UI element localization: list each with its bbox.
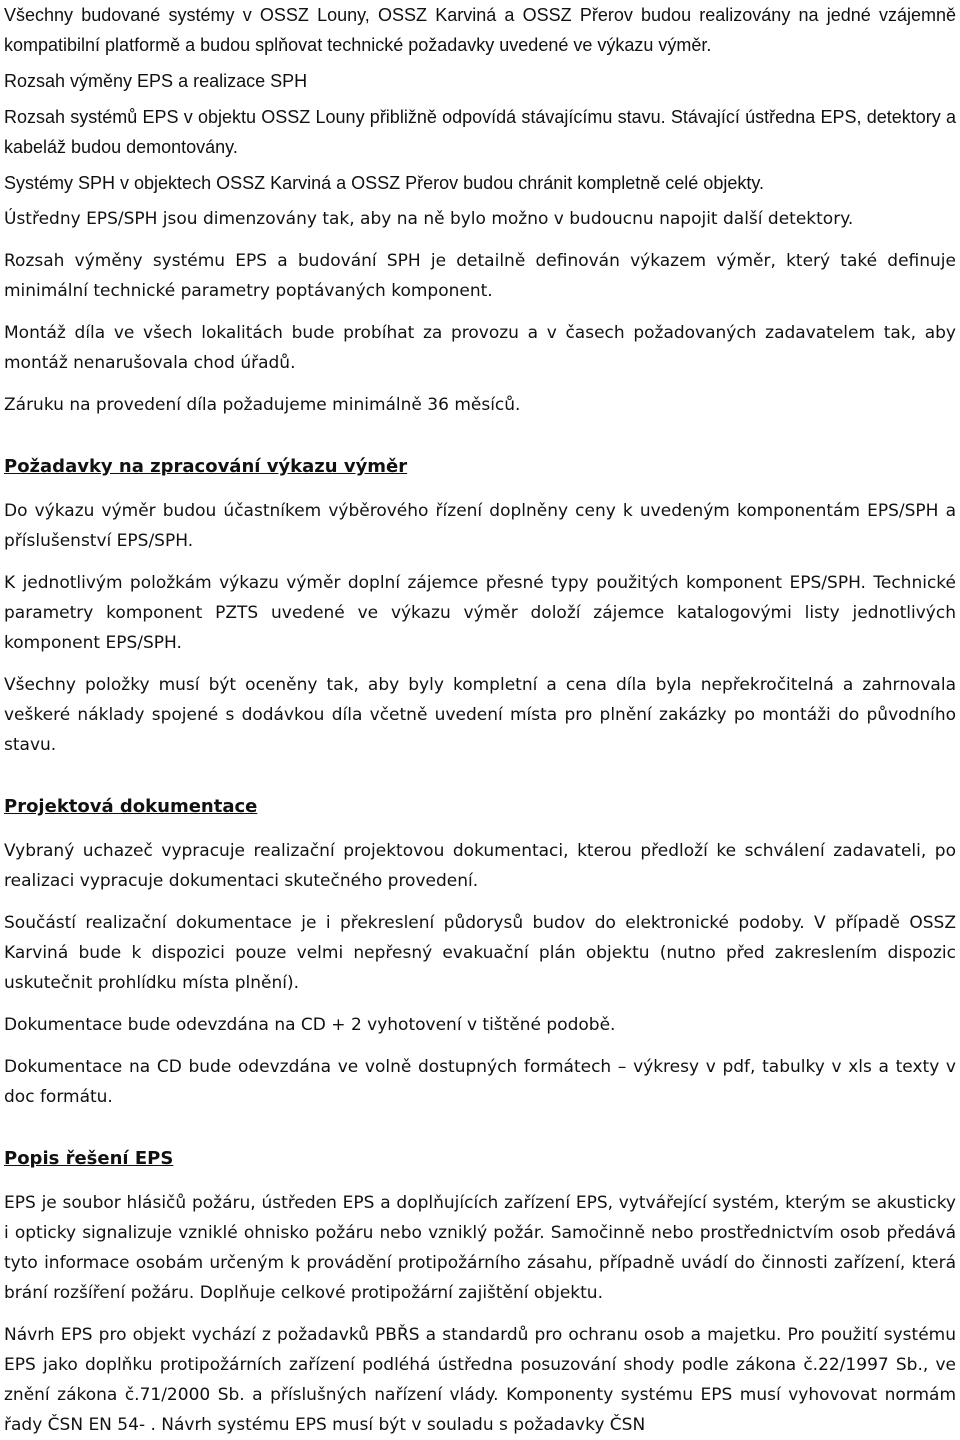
intro-paragraph-ustredny: Ústředny EPS/SPH jsou dimenzovány tak, aby na ně bylo možno v budoucnu napojit další detektory. bbox=[4, 209, 854, 229]
intro-paragraph-platform: Všechny budované systémy v OSSZ Louny, OSSZ Karviná a OSSZ Přerov budou realizovány na jedné vzájemně kompatibilní platformě a budou splňovat technické požadavky uvedené ve výkazu výměr. bbox=[4, 5, 956, 55]
vykaz-paragraph-oceneni: Všechny položky musí být oceněny tak, aby byly kompletní a cena díla byla nepřekročitelná a zahrnovala veškeré náklady spojené s dodávkou díla včetně uvedení místa pro plnění zakázky po montáži do původního stavu. bbox=[4, 675, 956, 755]
projekt-paragraph-soucasti: Součástí realizační dokumentace je i překreslení půdorysů budov do elektronické podoby. V případě OSSZ Karviná bude k dispozici pouze velmi nepřesný evakuační plán objektu (nutno před zakreslením dispozic uskutečnit prohlídku místa plnění). bbox=[4, 913, 956, 993]
heading-popis-reseni-eps: Popis řešení EPS bbox=[4, 1148, 174, 1169]
intro-paragraph-sph: Systémy SPH v objektech OSSZ Karviná a OSSZ Přerov budou chránit kompletně celé objekty. bbox=[4, 173, 765, 193]
intro-paragraph-montaz: Montáž díla ve všech lokalitách bude probíhat za provozu a v časech požadovaných zadavatelem tak, aby montáž nenarušovala chod úřadů. bbox=[4, 323, 956, 373]
intro-paragraph-rozsah: Rozsah výměny systému EPS a budování SPH je detailně definován výkazem výměr, který také definuje minimální technické parametry poptávaných komponent. bbox=[4, 251, 956, 301]
vykaz-paragraph-ceny: Do výkazu výměr budou účastníkem výběrového řízení doplněny ceny k uvedeným komponentám EPS/SPH a příslušenství EPS/SPH. bbox=[4, 501, 956, 551]
projekt-paragraph-cd: Dokumentace bude odevzdána na CD + 2 vyhotovení v tištěné podobě. bbox=[4, 1015, 616, 1035]
heading-vykaz-vymer: Požadavky na zpracování výkazu výměr bbox=[4, 456, 408, 477]
intro-paragraph-louny: Rozsah systémů EPS v objektu OSSZ Louny přibližně odpovídá stávajícímu stavu. Stávající ústředna EPS, detektory a kabeláž budou demontovány. bbox=[4, 107, 956, 157]
heading-projektova-dokumentace: Projektová dokumentace bbox=[4, 796, 258, 817]
projekt-paragraph-formaty: Dokumentace na CD bude odevzdána ve volně dostupných formátech – výkresy v pdf, tabulky v xls a texty v doc formátu. bbox=[4, 1057, 956, 1107]
projekt-paragraph-realizacni: Vybraný uchazeč vypracuje realizační projektovou dokumentaci, kterou předloží ke schválení zadavateli, po realizaci vypracuje dokumentaci skutečného provedení. bbox=[4, 841, 956, 891]
intro-title: Rozsah výměny EPS a realizace SPH bbox=[4, 71, 308, 91]
document-page bbox=[4, 0, 956, 1440]
eps-paragraph-navrh: Návrh EPS pro objekt vychází z požadavků PBŘS a standardů pro ochranu osob a majetku. Pro použití systému EPS jako doplňku protipožárních zařízení podléhá ústředna posuzování shody podle zákona č.22/1997 Sb., ve znění zákona č.71/2000 Sb. a příslušných nařízení vlády. Komponenty systému EPS musí vyhovovat normám řady ČSN EN 54- . Návrh systému EPS musí být v souladu s požadavky ČSN bbox=[4, 1325, 956, 1435]
eps-paragraph-definice: EPS je soubor hlásičů požáru, ústředen EPS a doplňujících zařízení EPS, vytvářející systém, kterým se akusticky i opticky signalizuje vzniklé ohnisko požáru nebo vzniklý požár. Samočinně nebo prostřednictvím osob předává tyto informace osobám určeným k provádění protipožárního zásahu, případně uvádí do činnosti zařízení, která brání rozšíření požáru. Doplňuje celkové protipožární zajištění objektu. bbox=[4, 1193, 956, 1303]
intro-paragraph-zaruka: Záruku na provedení díla požadujeme minimálně 36 měsíců. bbox=[4, 395, 521, 415]
vykaz-paragraph-typy: K jednotlivým položkám výkazu výměr doplní zájemce přesné typy použitých komponent EPS/SPH. Technické parametry komponent PZTS uvedené ve výkazu výměr doloží zájemce katalogovými listy jednotlivých komponent EPS/SPH. bbox=[4, 573, 956, 653]
